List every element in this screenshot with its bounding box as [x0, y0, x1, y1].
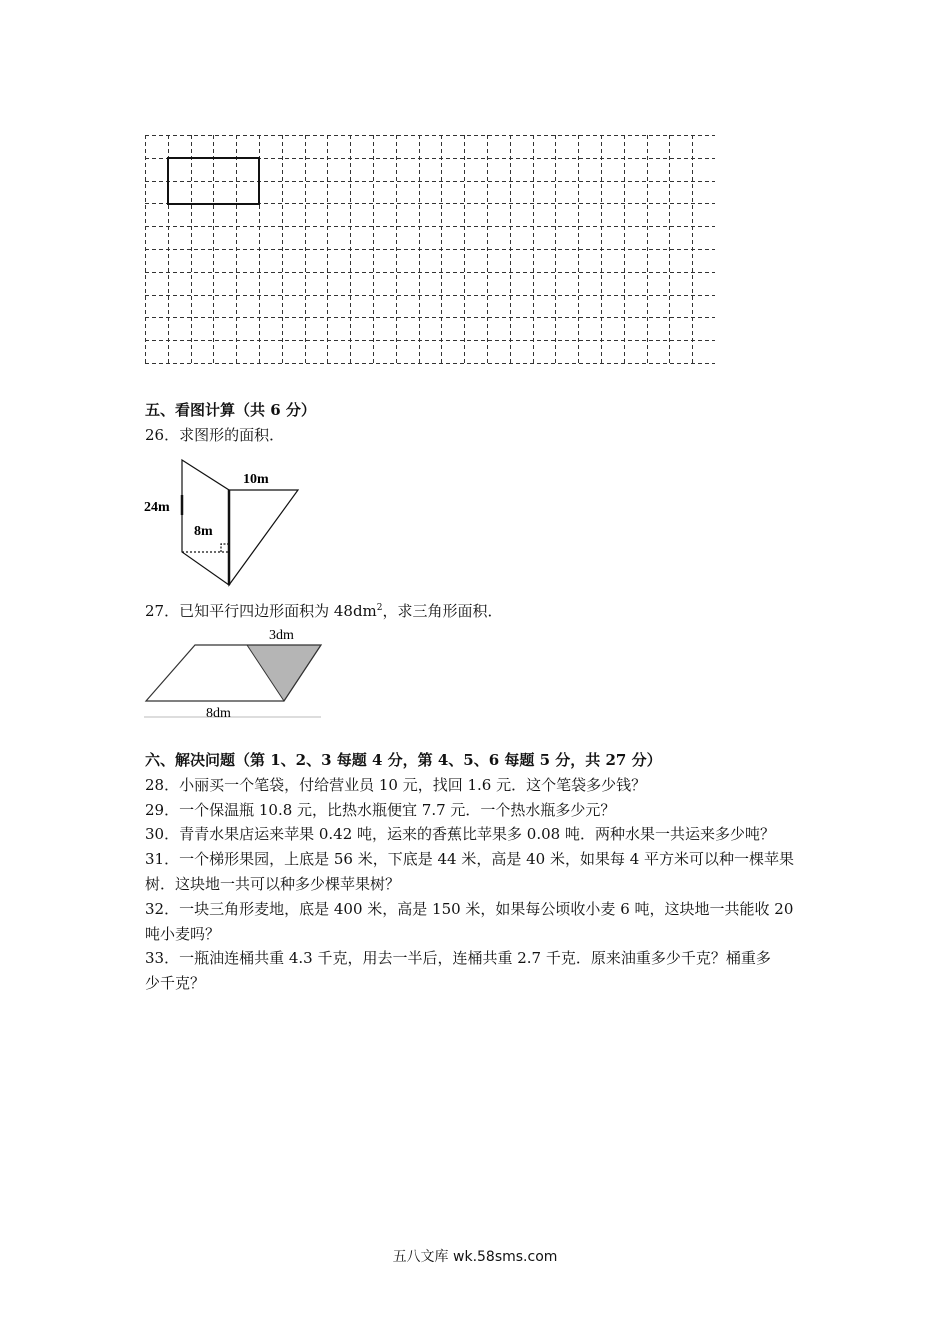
- q27-text-after: ，求三角形面积．: [382, 602, 503, 620]
- question-31-line-1: 31．一个梯形果园，上底是 56 米，下底是 44 米，高是 40 米，如果每 4 平方米可以种一棵苹果: [145, 850, 795, 868]
- q27-text-before: 27．已知平行四边形面积为 48dm: [145, 602, 377, 620]
- figure-27: [140, 625, 330, 720]
- fig27-shaded-triangle: [247, 645, 321, 701]
- dotted-grid: [145, 135, 715, 364]
- fig27-label-top: 3dm: [269, 628, 294, 643]
- q27-superscript: 2: [376, 603, 383, 613]
- question-33-line-2: 少千克？: [145, 974, 206, 992]
- question-32-line-1: 32．一块三角形麦地，底是 400 米，高是 150 米，如果每公顷收小麦 6 吨，这块地一共能收 20: [145, 900, 794, 918]
- question-28: 28．小丽买一个笔袋，付给营业员 10 元，找回 1.6 元．这个笔袋多少钱？: [145, 776, 647, 794]
- question-30: 30．青青水果店运来苹果 0.42 吨，运来的香蕉比苹果多 0.08 吨．两种水果一共运来多少吨？: [145, 825, 775, 843]
- question-32-line-2: 吨小麦吗？: [145, 925, 221, 943]
- section-6-title: 六、解决问题（第 1、2、3 每题 4 分，第 4、5、6 每题 5 分，共 27 分）: [145, 751, 662, 769]
- fig27-label-bottom: 8dm: [206, 706, 231, 720]
- question-31-line-2: 树．这块地一共可以种多少棵苹果树？: [145, 875, 401, 893]
- question-29: 29．一个保温瓶 10.8 元，比热水瓶便宜 7.7 元．一个热水瓶多少元？: [145, 801, 616, 819]
- question-33-line-1: 33．一瓶油连桶共重 4.3 千克，用去一半后，连桶共重 2.7 千克．原来油重多少千克？桶重多: [145, 949, 771, 967]
- section-5-title: 五、看图计算（共 6 分）: [145, 401, 316, 419]
- fig26-parallelogram: [182, 460, 229, 585]
- question-27: [145, 601, 503, 621]
- figure-26: [140, 455, 310, 590]
- question-26: 26．求图形的面积．: [145, 426, 285, 444]
- footer-watermark: 五八文库 wk.58sms.com: [392, 1249, 558, 1265]
- fig26-triangle: [229, 490, 298, 585]
- fig26-label-left: 24m: [144, 500, 170, 515]
- fig26-label-top: 10m: [243, 472, 269, 487]
- fig26-label-mid: 8m: [194, 524, 213, 539]
